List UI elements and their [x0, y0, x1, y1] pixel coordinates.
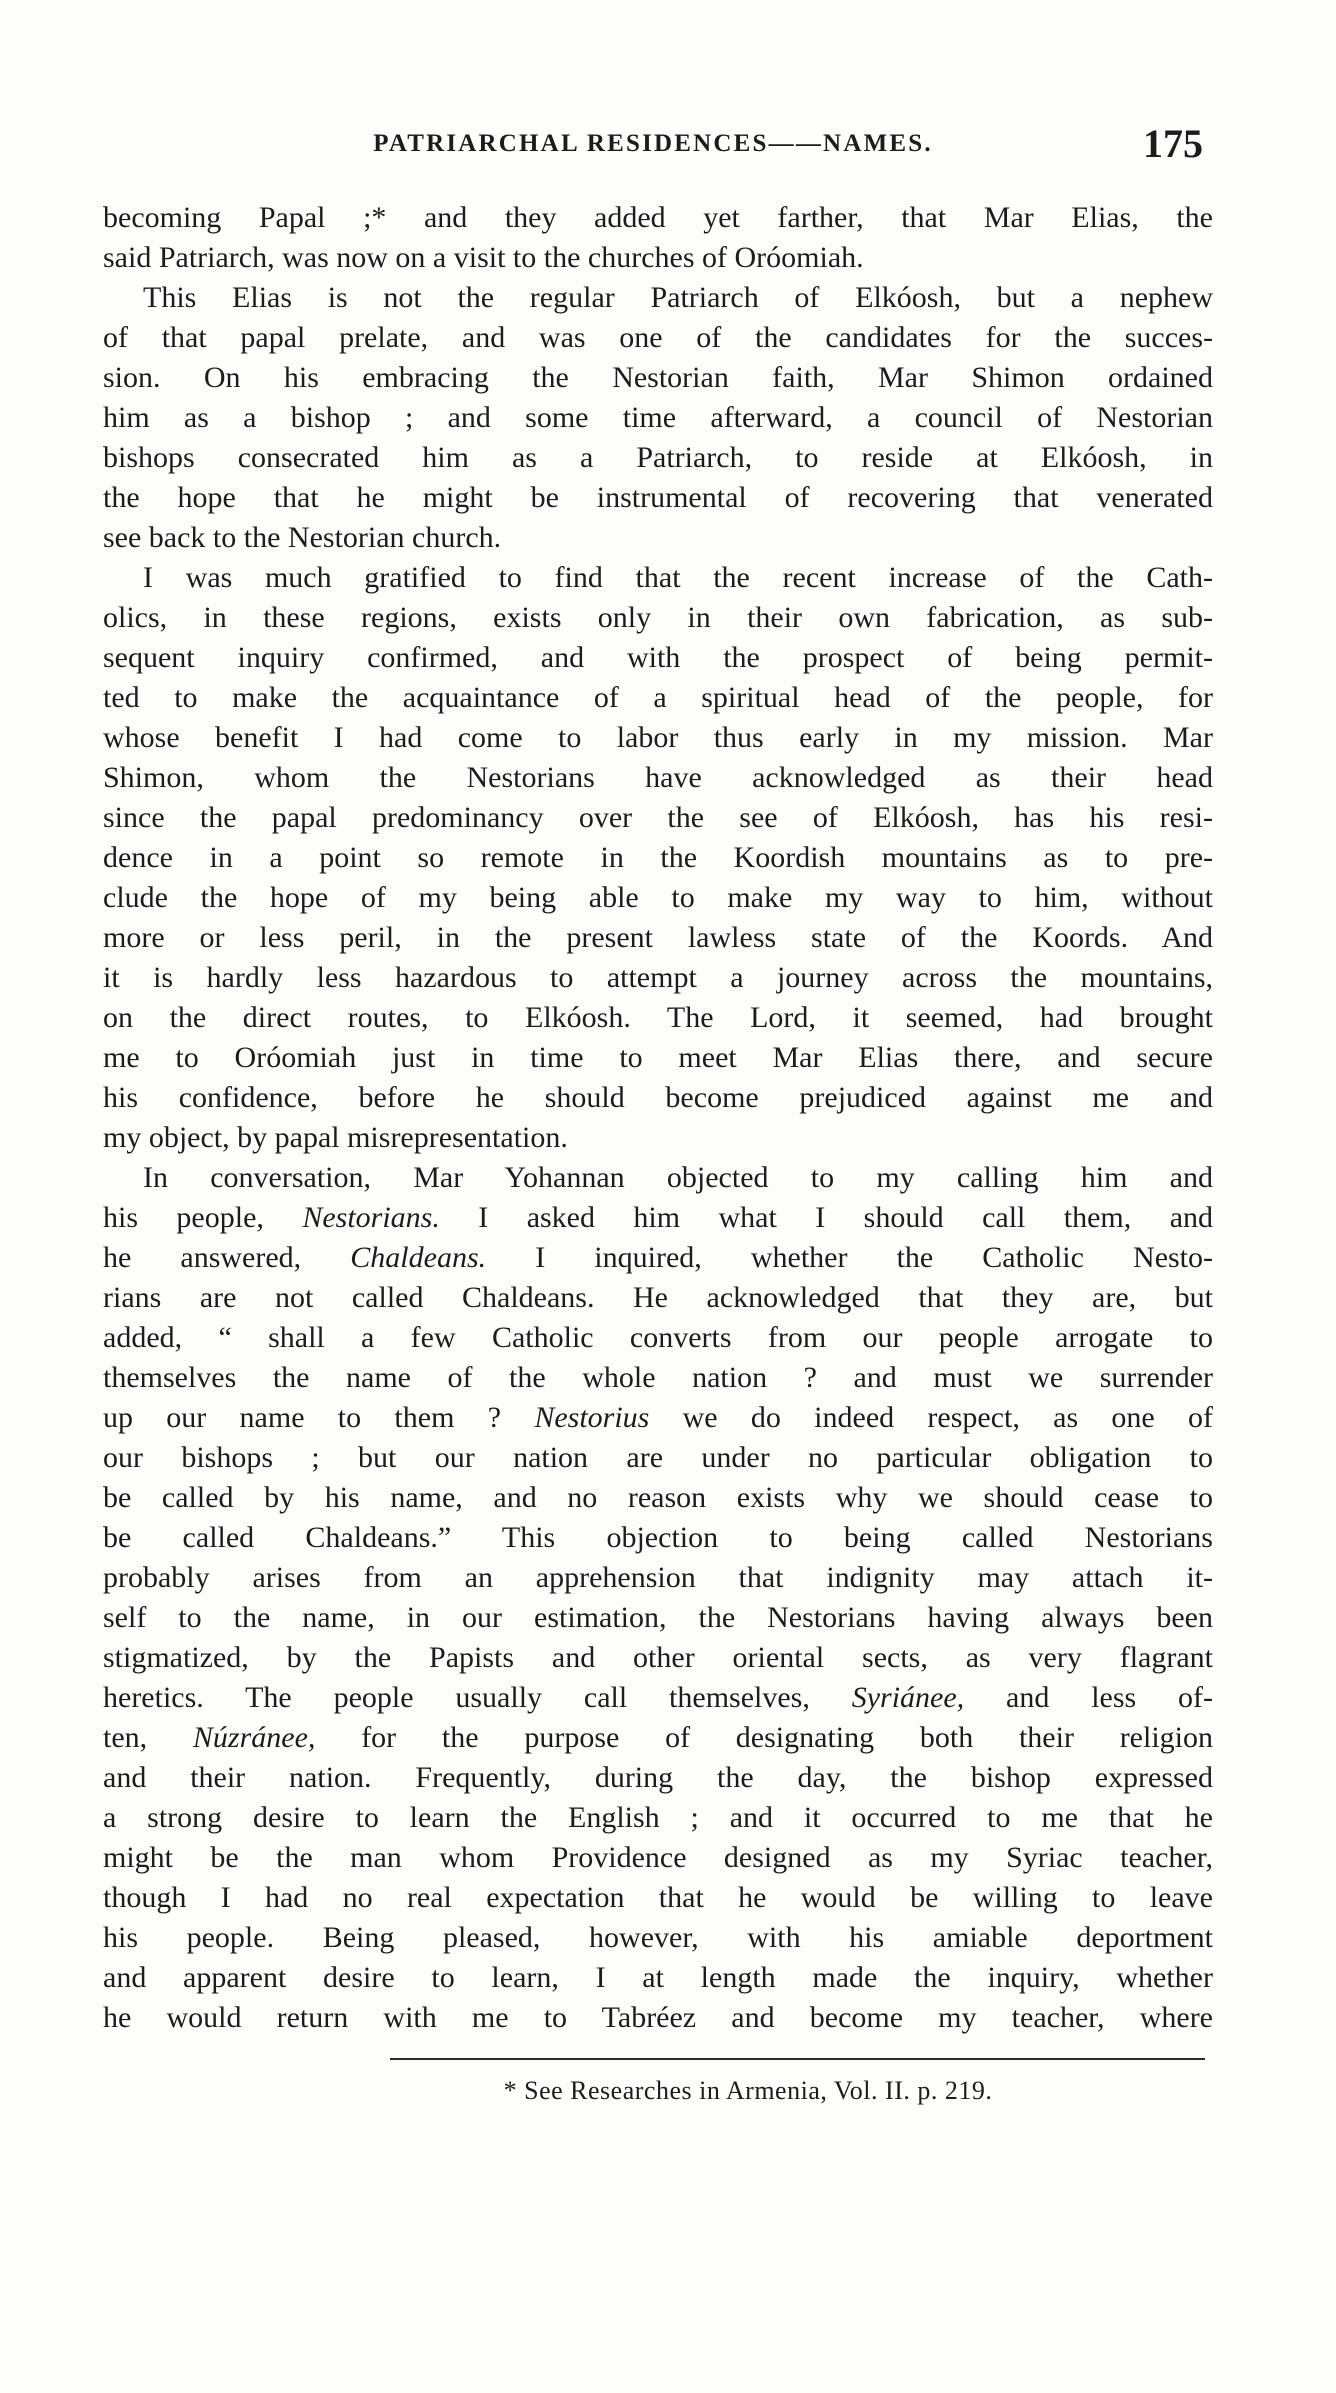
text-line: the hope that he might be instrumental of recovering that venerated	[103, 481, 1213, 514]
text-line: on the direct routes, to Elkóosh. The Lord, it seemed, had brought	[103, 1001, 1213, 1034]
text-line: stigmatized, by the Papists and other oriental sects, as very flagrant	[103, 1641, 1213, 1674]
text-segment: his people,	[103, 1201, 264, 1234]
text-line: be called Chaldeans.” This objection to being called Nestorians	[103, 1521, 1213, 1554]
text-line: self to the name, in our estimation, the Nestorians having always been	[103, 1601, 1213, 1634]
text-line: him as a bishop ; and some time afterward, a council of Nestorian	[103, 401, 1213, 434]
text-segment: we do indeed respect, as one of	[682, 1401, 1214, 1434]
text-line: his confidence, before he should become prejudiced against me and	[103, 1081, 1213, 1114]
text-line: bishops consecrated him as a Patriarch, to reside at Elkóosh, in	[103, 441, 1213, 474]
italic-term: Núzránee,	[192, 1721, 316, 1754]
text-line: it is hardly less hazardous to attempt a journey across the mountains,	[103, 961, 1213, 994]
text-line: and their nation. Frequently, during the day, the bishop expressed	[103, 1761, 1213, 1794]
text-line: said Patriarch, was now on a visit to the churches of Oróomiah.	[103, 241, 864, 274]
text-line: olics, in these regions, exists only in their own fabrication, as sub-	[103, 601, 1213, 634]
text-line: though I had no real expectation that he would be willing to leave	[103, 1881, 1213, 1914]
text-line: probably arises from an apprehension that indignity may attach it-	[103, 1561, 1213, 1594]
text-line: This Elias is not the regular Patriarch of Elkóosh, but a nephew	[143, 281, 1213, 314]
page-number: 175	[1143, 121, 1203, 166]
text-line: dence in a point so remote in the Koordish mountains as to pre-	[103, 841, 1213, 874]
text-line	[103, 1678, 1213, 1718]
body-text	[103, 198, 1213, 2038]
footnote-divider	[390, 2058, 1205, 2060]
text-segment: I asked him what I should call them, and	[478, 1201, 1214, 1234]
text-line	[103, 1718, 1213, 1758]
text-line: me to Oróomiah just in time to meet Mar Elias there, and secure	[103, 1041, 1213, 1074]
text-segment: I inquired, whether the Catholic Nesto-	[535, 1241, 1214, 1274]
text-line: added, “ shall a few Catholic converts from our people arrogate to	[103, 1321, 1213, 1354]
text-segment: for the purpose of designating both their religion	[361, 1721, 1214, 1754]
text-line: be called by his name, and no reason exists why we should cease to	[103, 1481, 1213, 1514]
text-line: a strong desire to learn the English ; and it occurred to me that he	[103, 1801, 1213, 1834]
text-line: ted to make the acquaintance of a spiritual head of the people, for	[103, 681, 1213, 714]
text-line: see back to the Nestorian church.	[103, 521, 502, 554]
text-line: whose benefit I had come to labor thus early in my mission. Mar	[103, 721, 1213, 754]
running-header	[103, 120, 1203, 170]
text-line: I was much gratified to find that the recent increase of the Cath-	[143, 561, 1213, 594]
text-line: clude the hope of my being able to make my way to him, without	[103, 881, 1213, 914]
text-line: of that papal prelate, and was one of the candidates for the succes-	[103, 321, 1213, 354]
footnote: * See Researches in Armenia, Vol. II. p. 219.	[503, 2076, 993, 2105]
text-line: more or less peril, in the present lawless state of the Koords. And	[103, 921, 1213, 954]
italic-term: Syriánee,	[851, 1681, 965, 1714]
text-line: In conversation, Mar Yohannan objected to my calling him and	[143, 1161, 1213, 1194]
text-line: rians are not called Chaldeans. He acknowledged that they are, but	[103, 1281, 1213, 1314]
running-title: PATRIARCHAL RESIDENCES——NAMES.	[373, 130, 933, 157]
italic-term: Chaldeans.	[350, 1241, 487, 1274]
text-line: since the papal predominancy over the see of Elkóosh, has his resi-	[103, 801, 1213, 834]
text-segment: heretics. The people usually call themselves,	[103, 1681, 810, 1714]
text-line: might be the man whom Providence designed as my Syriac teacher,	[103, 1841, 1213, 1874]
text-line: and apparent desire to learn, I at length made the inquiry, whether	[103, 1961, 1213, 1994]
text-line	[103, 1398, 1213, 1438]
text-line: my object, by papal misrepresentation.	[103, 1121, 568, 1154]
text-line	[103, 1198, 1213, 1238]
text-line: our bishops ; but our nation are under no particular obligation to	[103, 1441, 1213, 1474]
text-line: themselves the name of the whole nation ? and must we surrender	[103, 1361, 1213, 1394]
text-segment: he answered,	[103, 1241, 302, 1274]
text-line	[103, 1238, 1213, 1278]
text-line: Shimon, whom the Nestorians have acknowledged as their head	[103, 761, 1213, 794]
text-segment: up our name to them ?	[103, 1401, 502, 1434]
italic-term: Nestorians.	[302, 1201, 440, 1234]
text-line: he would return with me to Tabréez and become my teacher, where	[103, 2001, 1213, 2034]
text-segment: and less of-	[1006, 1681, 1214, 1714]
text-segment: ten,	[103, 1721, 148, 1754]
text-line: sequent inquiry confirmed, and with the prospect of being permit-	[103, 641, 1213, 674]
text-line: becoming Papal ;* and they added yet farther, that Mar Elias, the	[103, 201, 1213, 234]
italic-term: Nestorius	[534, 1401, 650, 1434]
text-line: his people. Being pleased, however, with his amiable deportment	[103, 1921, 1213, 1954]
text-line: sion. On his embracing the Nestorian faith, Mar Shimon ordained	[103, 361, 1213, 394]
